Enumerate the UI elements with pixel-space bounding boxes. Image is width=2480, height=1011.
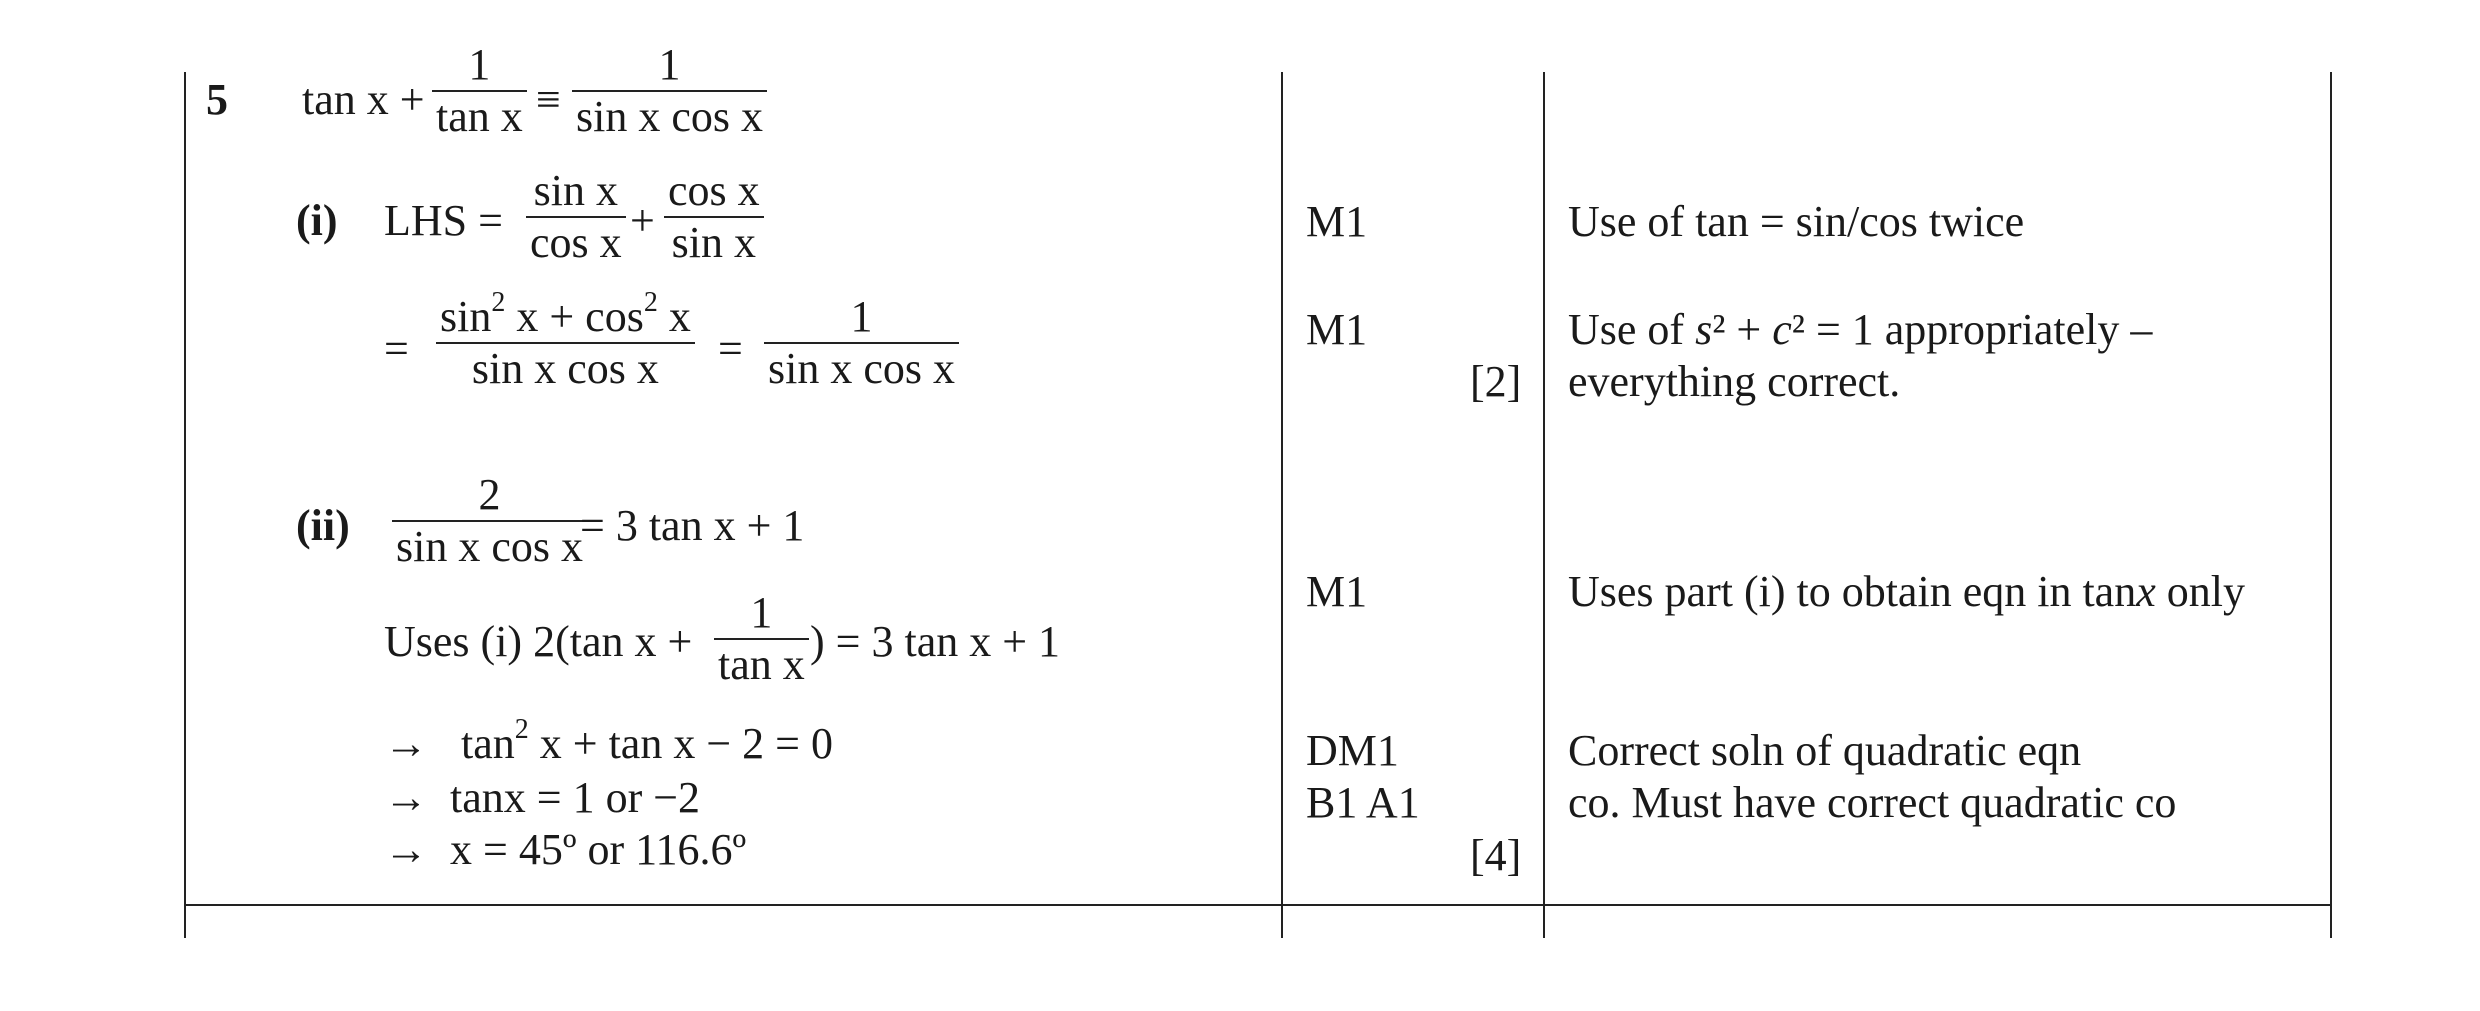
table-right-border bbox=[2330, 72, 2332, 938]
solution-tan-line: → tanx = 1 or −2 bbox=[384, 773, 701, 822]
arrow-icon: → bbox=[384, 773, 428, 822]
fraction-numerator: $\sin^2 x + \cos^2 x$ bbox=[440, 287, 691, 341]
fraction-numerator: 2 bbox=[478, 470, 501, 519]
part-i-fraction-result bbox=[764, 292, 959, 394]
fraction-denominator: tan x bbox=[718, 640, 805, 689]
guidance-correct-quadratic: co. Must have correct quadratic co bbox=[1568, 778, 2177, 827]
part-i-fraction-pythagorean bbox=[436, 287, 695, 394]
mark-total-part-ii: [4] bbox=[1470, 831, 1522, 880]
fraction-denominator: sin x cos x bbox=[396, 522, 583, 571]
arrow-icon: → bbox=[384, 719, 428, 768]
equals-sign: = bbox=[384, 324, 409, 373]
equals-sign: = bbox=[718, 324, 743, 373]
mark-m1-part-ii: M1 bbox=[1306, 567, 1368, 616]
part-i-lhs: LHS = bbox=[384, 196, 503, 245]
quadratic-line: → $\tan^2 x + \tan x - 2 = 0$ bbox=[384, 714, 833, 768]
guidance-uses-part-i: Uses part (i) to obtain eqn in tanx only bbox=[1568, 567, 2245, 616]
mark-total-part-i: [2] bbox=[1470, 357, 1522, 406]
column-divider-marks bbox=[1281, 72, 1283, 938]
fraction-denominator: sin x bbox=[671, 218, 756, 267]
arrow-icon: → bbox=[384, 825, 428, 874]
fraction-denominator: sin x cos x bbox=[768, 344, 955, 393]
fraction-denominator: sin x cos x bbox=[576, 92, 763, 141]
part-i-fraction-sin-cos bbox=[526, 166, 626, 268]
mark-dm1: DM1 bbox=[1306, 726, 1399, 775]
fraction-numerator: 1 bbox=[850, 292, 873, 341]
uses-part-i-rhs: ) = 3 tan x + 1 bbox=[810, 617, 1061, 666]
part-ii-fraction-equation bbox=[392, 470, 587, 572]
guidance-tan-sin-cos: Use of tan = sin/cos twice bbox=[1568, 197, 2025, 246]
part-ii-label: (ii) bbox=[296, 501, 350, 550]
part-i-fraction-cos-sin bbox=[664, 166, 764, 268]
fraction-denominator: tan x bbox=[436, 92, 523, 141]
fraction-denominator: sin x cos x bbox=[471, 344, 659, 393]
mark-m1-tan: M1 bbox=[1306, 197, 1368, 246]
part-ii-fraction-tan bbox=[714, 588, 809, 690]
fraction-numerator: 1 bbox=[750, 588, 773, 637]
mark-m1-identity: M1 bbox=[1306, 305, 1368, 354]
identity-lhs: tan x + bbox=[302, 75, 425, 124]
fraction-numerator: 1 bbox=[468, 40, 491, 89]
guidance-quadratic-soln: Correct soln of quadratic eqn bbox=[1568, 726, 2082, 775]
fraction-numerator: sin x bbox=[533, 166, 618, 215]
identity-fraction-2 bbox=[572, 40, 767, 142]
mark-b1-a1: B1 A1 bbox=[1306, 778, 1420, 827]
guidance-everything-correct: everything correct. bbox=[1568, 357, 1901, 406]
uses-part-i-lhs: Uses (i) 2(tan x + bbox=[384, 617, 693, 666]
plus-sign: + bbox=[630, 196, 655, 245]
table-left-border bbox=[184, 72, 186, 938]
fraction-numerator: 1 bbox=[658, 40, 681, 89]
identity-fraction-1 bbox=[432, 40, 527, 142]
solution-x-line: → x = 45º or 116.6º bbox=[384, 825, 747, 874]
part-ii-equation-rhs: = 3 tan x + 1 bbox=[580, 501, 805, 550]
fraction-denominator: cos x bbox=[530, 218, 622, 267]
part-i-label: (i) bbox=[296, 196, 338, 245]
fraction-numerator: cos x bbox=[668, 166, 760, 215]
equivalence-sign: ≡ bbox=[536, 75, 561, 124]
question-number: 5 bbox=[206, 75, 228, 124]
guidance-pythagorean: Use of s² + c² = 1 appropriately – bbox=[1568, 305, 2153, 354]
column-divider-guidance bbox=[1543, 72, 1545, 938]
table-bottom-rule bbox=[184, 904, 2332, 906]
